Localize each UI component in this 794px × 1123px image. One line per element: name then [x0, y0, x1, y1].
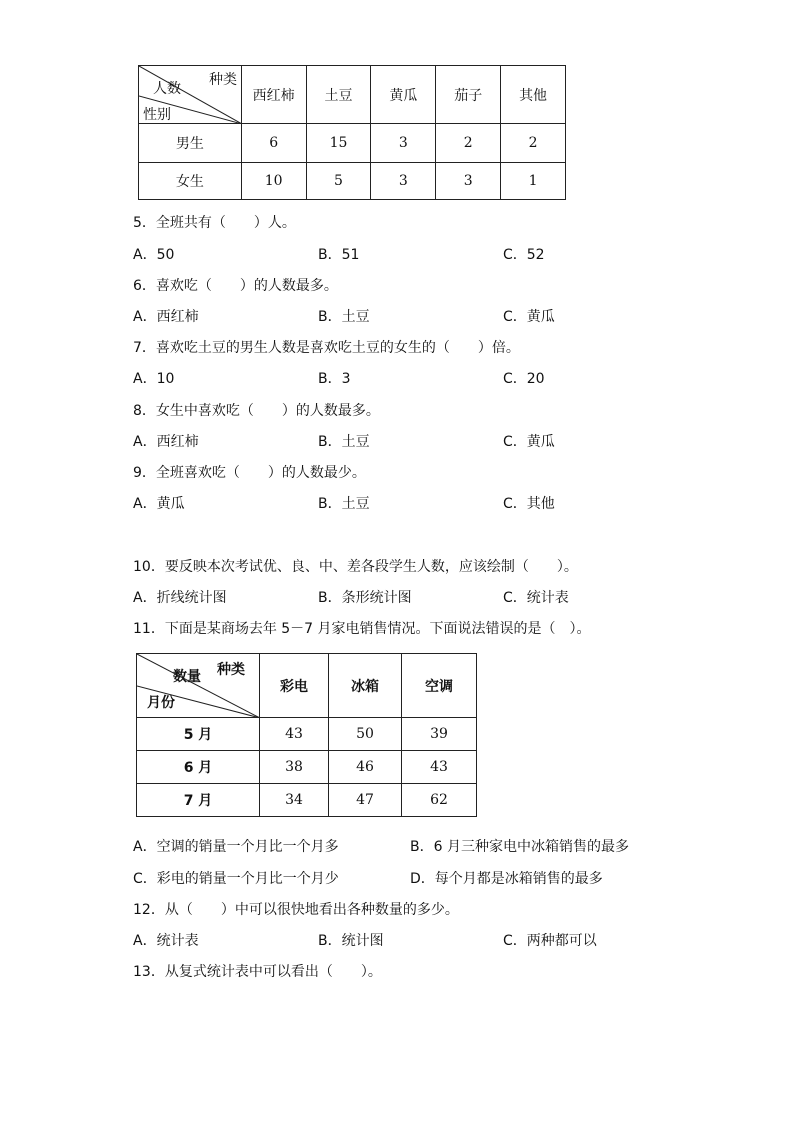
table-cell: 3 [371, 124, 436, 163]
table-corner-cell [139, 66, 242, 124]
question-10: 10．要反映本次考试优、良、中、差各段学生人数，应该绘制（ ）。 [133, 559, 578, 575]
table-cell: 43 [260, 718, 329, 751]
appliance-sales-table [136, 653, 477, 817]
q5-option-c[interactable]: C．52 [503, 247, 545, 263]
q9-option-a[interactable]: A．黄瓜 [133, 496, 185, 512]
table-header-row [139, 66, 566, 124]
q11-option-d[interactable]: D．每个月都是冰箱销售的最多 [410, 871, 603, 887]
question-13: 13．从复式统计表中可以看出（ ）。 [133, 964, 382, 980]
table-cell: 15 [306, 124, 371, 163]
corner-label-gender: 性别 [143, 107, 171, 123]
q12-option-b[interactable]: B．统计图 [318, 933, 384, 949]
row-label: 男生 [139, 124, 242, 163]
q6-option-a[interactable]: A．西红柿 [133, 309, 199, 325]
corner-label-category: 种类 [217, 662, 245, 678]
table-cell: 39 [402, 718, 477, 751]
question-9: 9．全班喜欢吃（ ）的人数最少。 [133, 465, 366, 481]
question-11: 11．下面是某商场去年 5－7 月家电销售情况。下面说法错误的是（ ）。 [133, 621, 591, 637]
question-8: 8．女生中喜欢吃（ ）的人数最多。 [133, 403, 380, 419]
q8-option-a[interactable]: A．西红柿 [133, 434, 199, 450]
table-cell: 38 [260, 751, 329, 784]
table-cell: 3 [371, 163, 436, 200]
q7-option-b[interactable]: B．3 [318, 371, 351, 387]
q12-option-a[interactable]: A．统计表 [133, 933, 199, 949]
table-cell: 6 [241, 124, 306, 163]
question-5: 5．全班共有（ ）人。 [133, 215, 296, 231]
q10-option-b[interactable]: B．条形统计图 [318, 590, 412, 606]
column-header: 西红柿 [241, 66, 306, 124]
corner-label-count: 人数 [153, 81, 181, 97]
q11-option-c[interactable]: C．彩电的销量一个月比一个月少 [133, 871, 339, 887]
q12-option-c[interactable]: C．两种都可以 [503, 933, 597, 949]
table-cell: 47 [329, 784, 402, 817]
question-6: 6．喜欢吃（ ）的人数最多。 [133, 278, 338, 294]
column-header: 黄瓜 [371, 66, 436, 124]
table-cell: 34 [260, 784, 329, 817]
q10-option-c[interactable]: C．统计表 [503, 590, 569, 606]
table-header-row [137, 654, 477, 718]
table-cell: 46 [329, 751, 402, 784]
q8-option-b[interactable]: B．土豆 [318, 434, 370, 450]
row-label: 5 月 [137, 718, 260, 751]
row-label: 女生 [139, 163, 242, 200]
q11-option-a[interactable]: A．空调的销量一个月比一个月多 [133, 839, 339, 855]
row-label: 7 月 [137, 784, 260, 817]
row-label: 6 月 [137, 751, 260, 784]
table-row [137, 718, 477, 751]
column-header: 其他 [501, 66, 566, 124]
q11-option-b[interactable]: B．6 月三种家电中冰箱销售的最多 [410, 839, 629, 855]
table-cell: 5 [306, 163, 371, 200]
q7-option-c[interactable]: C．20 [503, 371, 545, 387]
q10-option-a[interactable]: A．折线统计图 [133, 590, 227, 606]
table-cell: 1 [501, 163, 566, 200]
q7-option-a[interactable]: A．10 [133, 371, 175, 387]
column-header: 冰箱 [329, 654, 402, 718]
q9-option-b[interactable]: B．土豆 [318, 496, 370, 512]
corner-label-category: 种类 [209, 72, 237, 88]
corner-label-month: 月份 [147, 695, 175, 711]
column-header: 茄子 [436, 66, 501, 124]
table-corner-cell [137, 654, 260, 718]
table-cell: 62 [402, 784, 477, 817]
column-header: 空调 [402, 654, 477, 718]
table-cell: 43 [402, 751, 477, 784]
table-row [139, 163, 566, 200]
q5-option-b[interactable]: B．51 [318, 247, 360, 263]
corner-label-quantity: 数量 [173, 669, 201, 685]
table-cell: 2 [501, 124, 566, 163]
q6-option-c[interactable]: C．黄瓜 [503, 309, 555, 325]
question-7: 7．喜欢吃土豆的男生人数是喜欢吃土豆的女生的（ ）倍。 [133, 340, 520, 356]
q9-option-c[interactable]: C．其他 [503, 496, 555, 512]
q8-option-c[interactable]: C．黄瓜 [503, 434, 555, 450]
question-12: 12．从（ ）中可以很快地看出各种数量的多少。 [133, 902, 459, 918]
table-cell: 10 [241, 163, 306, 200]
q5-option-a[interactable]: A．50 [133, 247, 175, 263]
table-cell: 2 [436, 124, 501, 163]
table-row [139, 124, 566, 163]
table-row [137, 784, 477, 817]
vegetable-preference-table [138, 65, 566, 200]
column-header: 彩电 [260, 654, 329, 718]
table-cell: 50 [329, 718, 402, 751]
table-row [137, 751, 477, 784]
table-cell: 3 [436, 163, 501, 200]
q6-option-b[interactable]: B．土豆 [318, 309, 370, 325]
column-header: 土豆 [306, 66, 371, 124]
